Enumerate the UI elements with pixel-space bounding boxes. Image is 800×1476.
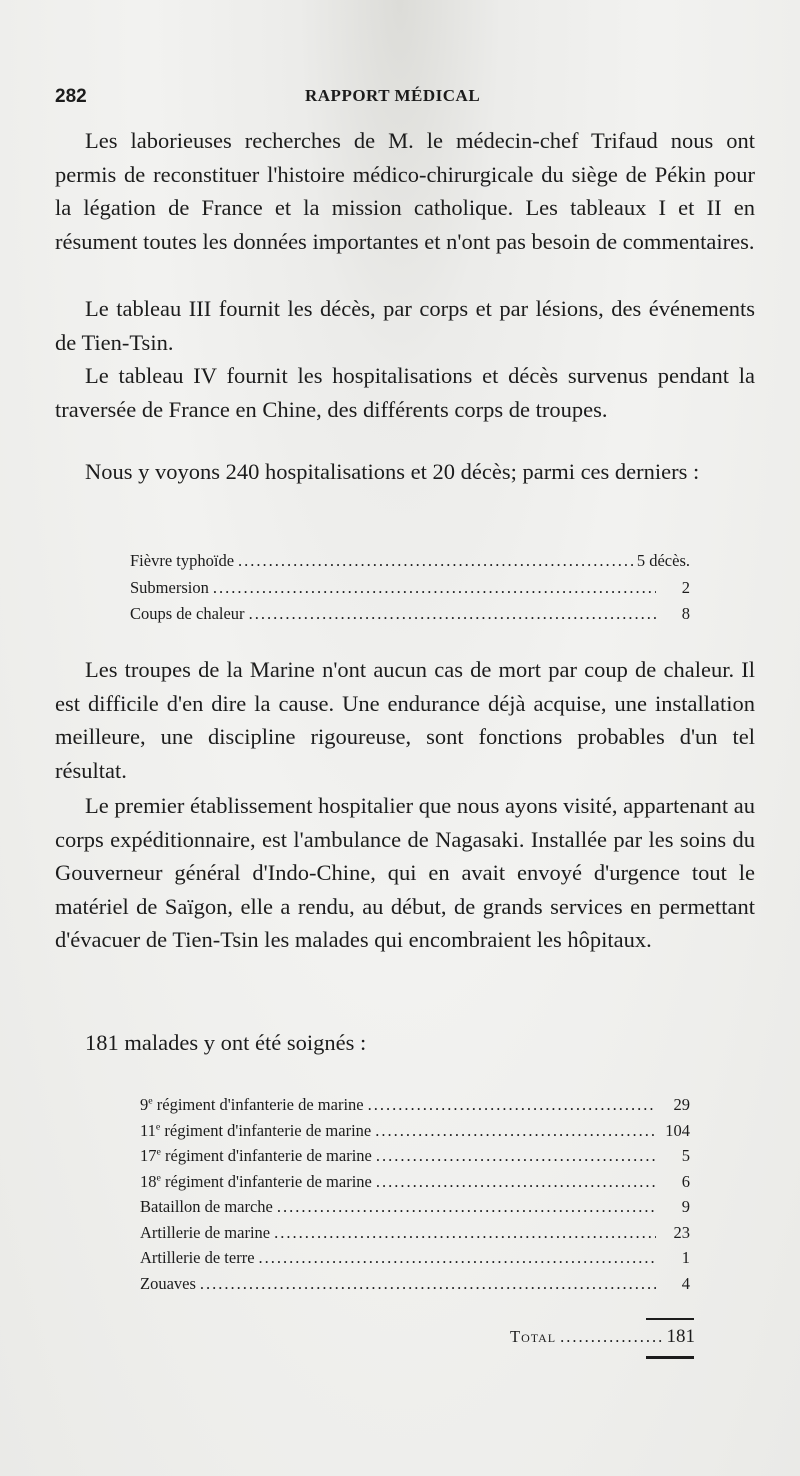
- list-item-label: Zouaves: [140, 1273, 196, 1293]
- list-item-label: [140, 1118, 371, 1144]
- dot-leader: [213, 575, 656, 602]
- dot-leader: [200, 1271, 656, 1297]
- unit-name: régiment d'infanterie de marine: [160, 1120, 372, 1140]
- paragraph-text: Nous y voyons 240 hospitalisations et 20 décès; parmi ces derniers :: [85, 459, 700, 484]
- paragraph-text: 181 malades y ont été soignés :: [85, 1030, 367, 1055]
- list-item-value: 104: [665, 1120, 690, 1140]
- list-item-label: [140, 1092, 364, 1118]
- list-item: [130, 1169, 690, 1195]
- ordinal-suffix: e: [155, 1121, 161, 1132]
- list-item-label: Artillerie de terre: [140, 1248, 255, 1267]
- list-item: [130, 1271, 690, 1297]
- list-item-label: Bataillon de marche: [140, 1197, 273, 1216]
- page-header: [55, 86, 740, 114]
- paragraph: [55, 124, 755, 258]
- ordinal-suffix: e: [156, 1146, 161, 1158]
- dot-leader: [274, 1220, 656, 1246]
- running-title: RAPPORT MÉDICAL: [305, 86, 481, 105]
- dot-leader: [376, 1143, 656, 1169]
- paragraph-text: Le tableau III fournit les décès, par corps et par lésions, des événements de Tien-Tsin.: [55, 296, 755, 355]
- paragraph: [55, 455, 755, 489]
- paragraph: [55, 1026, 755, 1060]
- total-value: 181: [666, 1326, 695, 1347]
- dot-leader: [560, 1327, 662, 1347]
- list-item-label: [140, 1143, 372, 1169]
- paragraph-text: Les troupes de la Marine n'ont aucun cas de mort par coup de chaleur. Il est difficile d'en dire la cause. Une endurance déjà acquise, une installation meilleure, une discipline rigoureuse, sont fonctions probables d'un tel résultat.: [55, 657, 755, 783]
- dot-leader: [368, 1092, 656, 1118]
- list-item: [130, 601, 690, 628]
- dot-leader: [259, 1245, 656, 1271]
- paragraph: [55, 292, 755, 359]
- dot-leader: [375, 1118, 656, 1144]
- total-rule-top: [646, 1318, 694, 1320]
- ordinal-suffix: e: [156, 1172, 161, 1183]
- list-item: [130, 548, 690, 575]
- paragraph-text: Le tableau IV fournit les hospitalisations et décès survenus pendant la traversée de France en Chine, des différents corps de troupes.: [55, 363, 755, 422]
- list-item-value: 29: [673, 1095, 690, 1114]
- list-item: [130, 1245, 690, 1271]
- list-item-value: 5: [681, 1146, 690, 1165]
- list-item-label: Coups de chaleur: [130, 604, 245, 623]
- unit-name: régiment d'infanterie de marine: [160, 1146, 372, 1165]
- dot-leader: [376, 1169, 656, 1195]
- list-item-value: 5 décès.: [636, 551, 690, 570]
- patients-list: [130, 1092, 690, 1296]
- list-item-label: Artillerie de marine: [140, 1222, 271, 1242]
- list-item: [130, 1194, 690, 1220]
- paragraph: [55, 789, 755, 957]
- list-item-value: 2: [681, 577, 690, 597]
- total-row: [510, 1326, 695, 1348]
- list-item-label: [140, 1169, 372, 1195]
- list-item: [130, 575, 690, 602]
- unit-name: régiment d'infanterie de marine: [152, 1095, 364, 1114]
- paragraph-text: Le premier établissement hospitalier que nous ayons visité, appartenant au corps expéditionnaire, est l'ambulance de Nagasaki. Installée par les soins du Gouverneur général d'Indo-Chine, qui en avait envoyé d'urgence tout le matériel de Saïgon, elle a rendu, au début, de grands services en permettant d'évacuer de Tien-Tsin les malades qui encombraient les hôpitaux.: [55, 793, 755, 952]
- list-item-label: Fièvre typhoïde: [130, 551, 235, 570]
- list-item-value: 6: [681, 1171, 690, 1191]
- ordinal: 9: [140, 1095, 149, 1114]
- paragraph: [55, 653, 755, 787]
- dot-leader: [249, 601, 656, 628]
- list-item-label: Submersion: [130, 577, 209, 597]
- ordinal-suffix: e: [148, 1095, 153, 1107]
- page-number: 282: [55, 86, 87, 107]
- dot-leader: [277, 1194, 656, 1220]
- paragraph: [55, 359, 755, 426]
- list-item: [130, 1092, 690, 1118]
- dot-leader: [238, 548, 633, 575]
- list-item-value: 1: [681, 1248, 690, 1267]
- deaths-list: [130, 548, 690, 628]
- list-item-value: 23: [673, 1222, 690, 1242]
- list-item: [130, 1220, 690, 1246]
- unit-name: régiment d'infanterie de marine: [160, 1171, 372, 1191]
- total-rule-bottom: [646, 1356, 694, 1359]
- ordinal: 17: [140, 1146, 157, 1165]
- list-item: [130, 1118, 690, 1144]
- list-item: [130, 1143, 690, 1169]
- paragraph-text: Les laborieuses recherches de M. le médecin-chef Trifaud nous ont permis de reconstituer l'histoire médico-chirurgicale du siège de Pékin pour la légation de France et la mission catholique. Les tableaux I et II en résument toutes les données importantes et n'ont pas besoin de commentaires.: [55, 128, 755, 254]
- ordinal: 18: [140, 1171, 157, 1191]
- list-item-value: 4: [681, 1273, 690, 1293]
- total-label: Total: [510, 1327, 557, 1346]
- list-item-value: 9: [681, 1197, 690, 1216]
- ordinal: 11: [140, 1120, 156, 1140]
- list-item-value: 8: [681, 604, 690, 623]
